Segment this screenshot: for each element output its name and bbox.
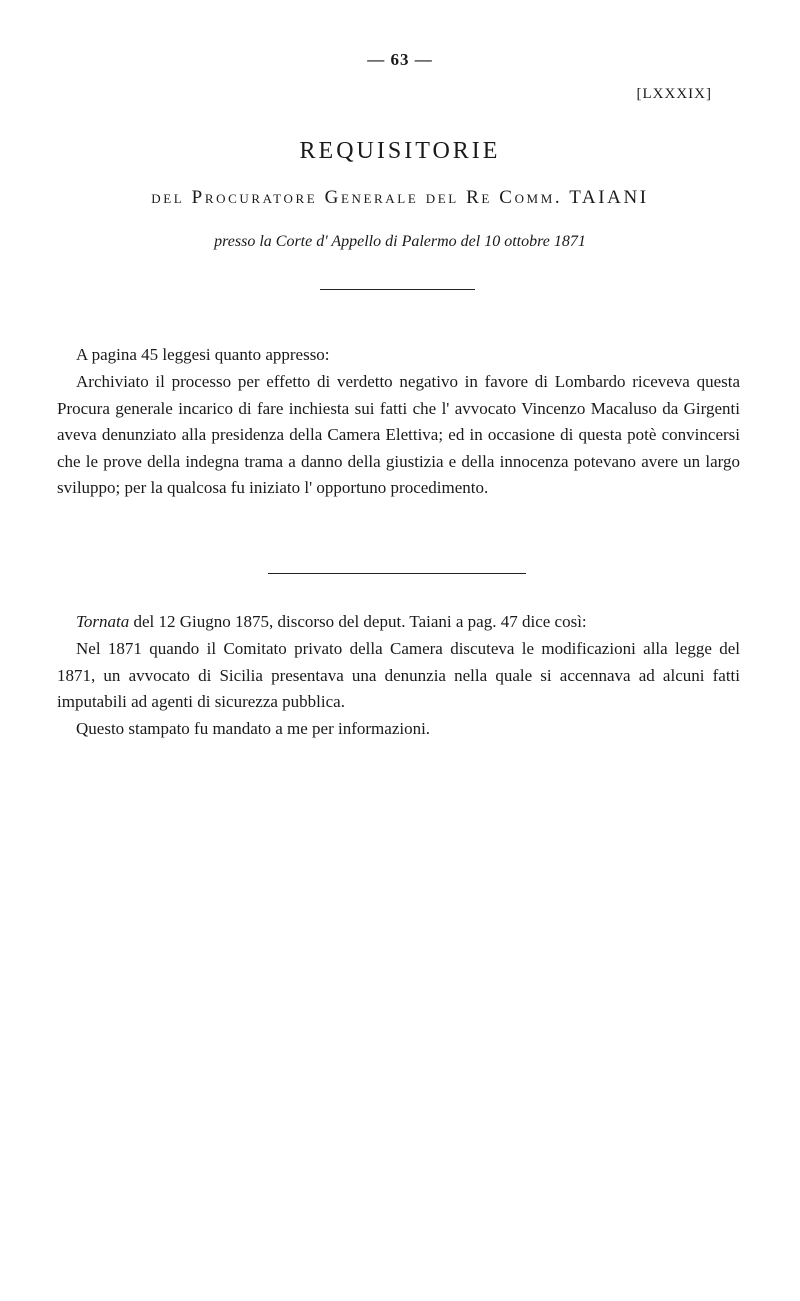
section-divider-middle [268,573,526,574]
main-title: REQUISITORIE [299,138,501,164]
tornata-label: Tornata [76,612,130,631]
section-divider-top [320,289,475,290]
tornata-text: del 12 Giugno 1875, discorso del deput. Taiani a pag. 47 dice così: [129,612,587,631]
subtitle: del Procuratore Generale del Re Comm. TAIANI [151,187,649,208]
tornata-paragraph [57,609,740,636]
intro-paragraph: A pagina 45 leggesi quanto appresso: [76,345,330,364]
page-number: — 63 — [367,50,433,69]
document-number: [LXXXIX] [636,86,712,102]
body-paragraph-2: Nel 1871 quando il Comitato privato della Camera discuteva le modificazioni alla legge del 1871, un avvocato di Sicilia presentava una denunzia nella quale si accennava ad alcuni fatti imputabili ad agenti di sicurezza pubblica. [57,639,740,711]
dateline: presso la Corte d' Appello di Palermo del 10 ottobre 1871 [214,233,586,250]
body-paragraph-1: Archiviato il processo per effetto di verdetto negativo in favore di Lombardo riceveva questa Procura generale incarico di fare inchiesta sui fatti che l' avvocato Vincenzo Macaluso da Girgenti aveva denunziato alla presidenza della Camera Elettiva; ed in occasione di questa potè convincersi che le prove della indegna trama a danno della giustizia e della innocenza potevano avere un largo sviluppo; per la qualcosa fu iniziato l' opportuno procedimento. [57,372,740,497]
closing-paragraph: Questo stampato fu mandato a me per informazioni. [76,719,431,738]
